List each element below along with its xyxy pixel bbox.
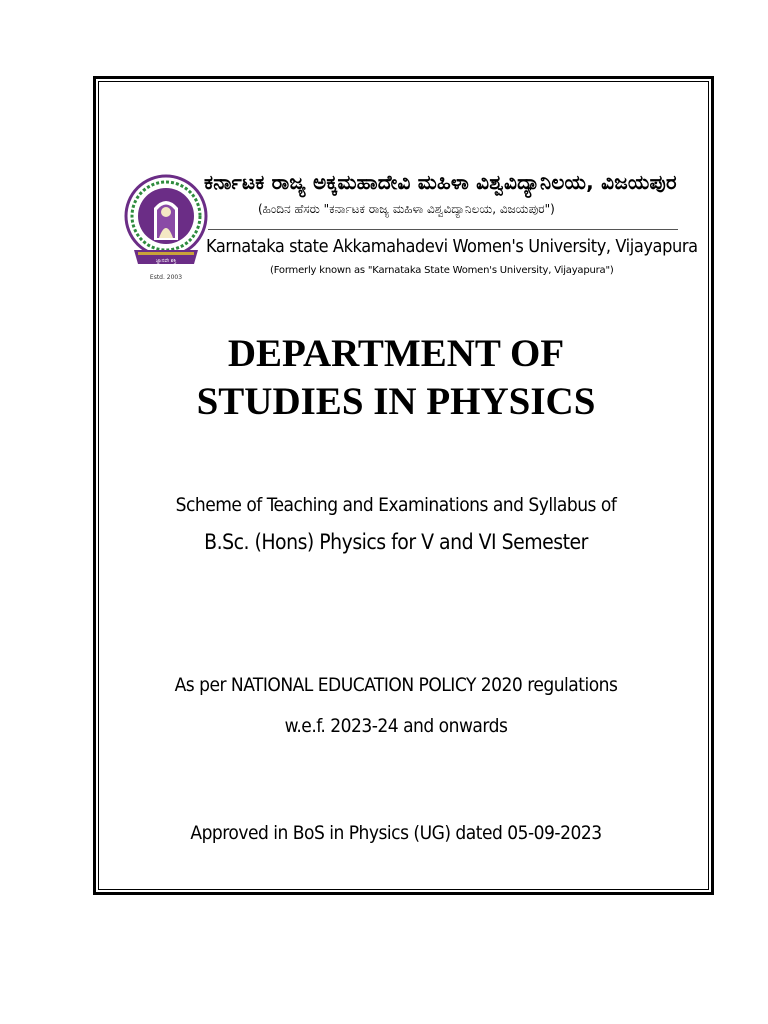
department-title-line1: DEPARTMENT OF [227,332,565,375]
logo-estd-text: Estd. 2003 [149,274,183,281]
policy-line1: As per NATIONAL EDUCATION POLICY 2020 regulations [174,674,618,696]
university-logo [124,168,208,284]
university-former-name-kannada: (ಹಿಂದಿನ ಹೆಸರು "ಕರ್ನಾಟಕ ರಾಜ್ಯ ಮಹಿಳಾ ವಿಶ್ವವಿದ್ಯಾನಿಲಯ, ವಿಜಯಪುರ") [258,202,555,216]
department-title-line2: STUDIES IN PHYSICS [196,380,596,423]
scheme-line1: Scheme of Teaching and Examinations and Syllabus of [175,494,617,516]
scheme-line2: B.Sc. (Hons) Physics for V and VI Semester [204,530,588,554]
university-former-name-english: (Formerly known as "Karnataka State Women's University, Vijayapura") [270,265,614,276]
department-title [96,330,696,426]
university-name-kannada: ಕರ್ನಾಟಕ ರಾಜ್ಯ ಅಕ್ಕಮಹಾದೇವಿ ಮಹಿಳಾ ವಿಶ್ವವಿದ್ಯಾನಿಲಯ, ವಿಜಯಪುರ [204,170,677,194]
approval-line: Approved in BoS in Physics (UG) dated 05-09-2023 [190,822,602,844]
svg-text:ಜ್ಞಾನವೇ ಶಕ್ತಿ: ಜ್ಞಾನವೇ ಶಕ್ತಿ [155,258,177,264]
policy-line2: w.e.f. 2023-24 and onwards [284,715,508,737]
header-divider [208,229,678,230]
university-name-english: Karnataka state Akkamahadevi Women's University, Vijayapura [206,236,698,257]
